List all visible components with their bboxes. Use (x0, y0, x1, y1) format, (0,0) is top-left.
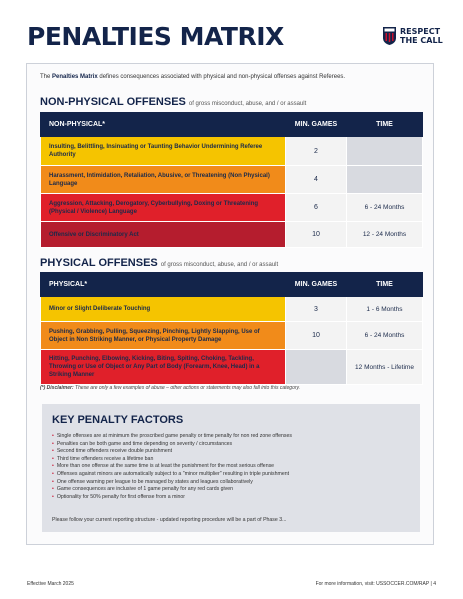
factors-list (52, 433, 292, 501)
page-number: 4 (433, 581, 436, 587)
bullet-icon: • (52, 470, 54, 477)
table-row (41, 297, 423, 322)
brand-line-1: RESPECT (400, 27, 441, 36)
list-item: • Third time offenders receive a lifetime ban (52, 455, 154, 462)
min-games-cell: 3 (286, 297, 347, 322)
col-header-offense: PHYSICAL* (41, 273, 286, 297)
table-row (41, 350, 423, 385)
col-header-min-games: MIN. GAMES (286, 273, 347, 297)
time-cell: 12 - 24 Months (347, 222, 423, 248)
effective-date: Effective March 2025 (27, 581, 74, 587)
min-games-cell: 2 (286, 137, 347, 166)
col-header-time: TIME (347, 273, 423, 297)
time-cell: 12 Months - Lifetime (347, 350, 423, 385)
footer-info: For more information, visit: USSOCCER.COM/RAP | 4 (315, 581, 436, 587)
table-row (41, 322, 423, 350)
factors-heading: KEY PENALTY FACTORS (52, 414, 184, 426)
offense-cell: Aggression, Attacking, Derogatory, Cyberbullying, Doxing or Threatening (Physical / Violence) Language (41, 194, 286, 222)
matrix-card (26, 63, 434, 545)
bullet-icon: • (52, 463, 54, 470)
offense-cell: Hitting, Punching, Elbowing, Kicking, Biting, Spiting, Choking, Tackling, Throwing or Use of Object or Any Part of Body (Forearm, Knee, Head) in a Striking Manner (41, 350, 286, 385)
min-games-cell: 10 (286, 322, 347, 350)
bullet-icon: • (52, 440, 54, 447)
time-cell: 6 - 24 Months (347, 194, 423, 222)
col-header-min-games: MIN. GAMES (286, 113, 347, 137)
table-row (41, 194, 423, 222)
table-row (41, 222, 423, 248)
bullet-icon: • (52, 478, 54, 485)
time-cell: 6 - 24 Months (347, 322, 423, 350)
min-games-cell: 6 (286, 194, 347, 222)
physical-table (40, 272, 423, 385)
bullet-icon: • (52, 433, 54, 439)
table-row (41, 137, 423, 166)
list-item: • Single offenses are at minimum the proscribed game penalty or time penalty for non red zone offenses (52, 433, 292, 439)
nonphysical-heading: NON-PHYSICAL OFFENSES of gross misconduct, abuse, and / or assault (40, 96, 307, 108)
us-soccer-shield-icon (383, 27, 396, 45)
offense-cell: Harassment, Intimidation, Retaliation, Abusive, or Threatening (Non Physical) Language (41, 166, 286, 194)
time-cell (347, 166, 423, 194)
time-cell: 1 - 6 Months (347, 297, 423, 322)
list-item: • More than one offense at the same time is at least the punishment for the most serious offense (52, 463, 275, 470)
page-title: PENALTIES MATRIX (27, 22, 284, 51)
key-penalty-factors (42, 404, 420, 532)
offense-cell: Offensive or Discriminatory Act (41, 222, 286, 248)
nonphysical-table (40, 112, 423, 248)
offense-cell: Insulting, Belittling, Insinuating or Taunting Behavior Undermining Referee Authority (41, 137, 286, 166)
list-item: • Second time offenders receive double punishment (52, 448, 173, 455)
offense-cell: Pushing, Grabbing, Pulling, Squeezing, Pinching, Lightly Slapping, Use of Object in Non Striking Manner, or Physical Property Damage (41, 322, 286, 350)
list-item: • One offense warning per league to be managed by states and leagues collaboratively (52, 478, 253, 485)
offense-cell: Minor or Slight Deliberate Touching (41, 297, 286, 322)
disclaimer: (*) Disclaimer: These are only a few examples of abuse – other actions or statements may also fall into this category. (40, 385, 301, 391)
more-info-link[interactable]: For more information, visit: USSOCCER.COM/RAP (315, 581, 430, 587)
intro-text: The Penalties Matrix defines consequences associated with physical and non-physical offenses against Referees. (40, 74, 346, 80)
min-games-cell (286, 350, 347, 385)
physical-heading: PHYSICAL OFFENSES of gross misconduct, abuse, and / or assault (40, 257, 279, 269)
table-row (41, 166, 423, 194)
time-cell (347, 137, 423, 166)
min-games-cell: 10 (286, 222, 347, 248)
brand-line-2: THE CALL (400, 36, 443, 45)
col-header-offense: NON-PHYSICAL* (41, 113, 286, 137)
bullet-icon: • (52, 493, 54, 500)
bullet-icon: • (52, 448, 54, 455)
list-item: • Penalties can be both game and time depending on severity / circumstances (52, 440, 233, 447)
min-games-cell: 4 (286, 166, 347, 194)
list-item: • Offenses against minors are automatically subject to a "minor multiplier" resulting in triple punishment (52, 470, 290, 477)
respect-the-call-logo (383, 27, 443, 45)
bullet-icon: • (52, 455, 54, 462)
reporting-note: Please follow your current reporting structure - updated reporting procedure will be a part of Phase 3... (52, 517, 287, 523)
list-item: • Game consequences are inclusive of 1 game penalty for any red cards given (52, 486, 234, 493)
bullet-icon: • (52, 486, 54, 493)
list-item: • Optionality for 50% penalty for first offense from a minor (52, 493, 186, 500)
col-header-time: TIME (347, 113, 423, 137)
